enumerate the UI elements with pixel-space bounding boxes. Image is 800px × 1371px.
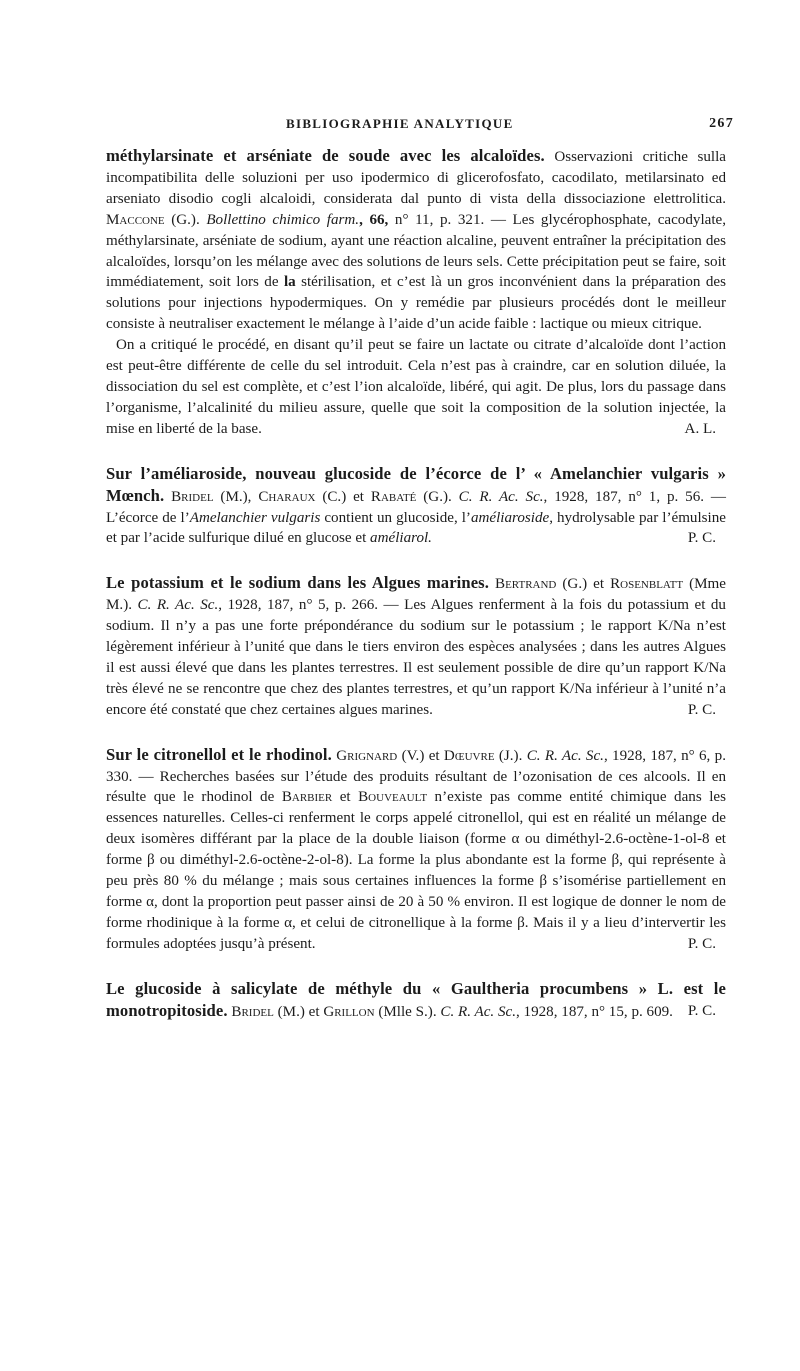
entry-5-mid-1: (M.) et [273, 1003, 324, 1020]
entry-1-title: méthylarsinate et arséniate de soude avec les alcaloïdes. [106, 146, 545, 165]
entry-4-mid-3: et [332, 789, 359, 806]
entry-4 [106, 745, 726, 955]
entry-2-signature: P. C. [687, 530, 716, 547]
entry-3-text: Les Algues renferment à la fois du potassium et du sodium. Il n’y a pas une forte prépondérance du sodium sur le potassium ; le rapport K/Na n’est légèrement inférieur à l’unité que dans le tiers environ des espèces analysées ; dans les autres Algues il est aussi élevé que dans les plantes terrestres. Il est seulement possible de dire qu’un rapport K/Na très élevé ne se rencontre que chez des plantes terrestres, et qu’un rapport K/Na inférieur à l’unité n’a encore été constaté que chez certaines algues marines. [106, 597, 726, 718]
entry-4-text-2: n’existe pas comme entité chimique dans les essences naturelles. Celles-ci renferment le corps appelé citronellol, qui est en réalité un mélange de deux isomères différant par la place de la double liaison (forme α ou diméthyl-2.6-octène-1-ol-8 et forme β ou diméthyl-2.6-octène-2-ol-8). La forme la plus abondante est la forme β, qui représente à peu près 80 % du mélange ; mais sous certaines influences la forme β s’isomérise partiellement en forme α, dont la proportion peut passer ainsi de 20 à 50 % environ. Il est logique de donner le nom de forme rhodinique à la forme α, et celui de citronellique à la forme β. Mais il y a lieu d’intervertir les formules adoptées jusqu’à présent. [106, 789, 726, 952]
entry-4-para [106, 745, 726, 955]
entry-1-text-1: Osservazioni critiche sulla incompatibilita delle soluzioni per uso ipodermico di glicerofosfato, cacodilato, metilarsinato ed arseniato disodio cogli alcaloidi, considerata dal punto di vista della dissociazione elettrolitica. [106, 149, 726, 207]
entry-2-author-2: Charaux [258, 488, 316, 505]
entry-2-text-1: contient un glucoside, l’ [320, 509, 471, 526]
entry-5-para [106, 979, 726, 1023]
page [106, 116, 734, 1023]
entry-5-journal: C. R. Ac. Sc. [440, 1003, 516, 1020]
entry-2-journal: C. R. Ac. Sc. [458, 488, 544, 505]
entry-3 [106, 573, 726, 720]
entry-1-text-2: n° 11, p. 321. — Les glycérophosphate, cacodylate, méthylarsinate, arséniate de sodium, ayant une réaction alcaline, peuvent entraîner la précipitation des alcaloïdes, lorsqu’on les mélange avec des solutions de leurs sels. Cette précipitation peut se faire, soit immédiatement, soit lors de [106, 211, 727, 291]
entry-2-author-3: Rabaté [370, 488, 417, 505]
entry-4-author-3: Barbier [281, 789, 333, 806]
entry-2-mid-1: (M.), [213, 488, 259, 505]
entry-2-title: Sur l’améliaroside, nouveau glucoside de l’écorce de l’ « Amelanchier vulgaris » Mœnch. [106, 463, 726, 505]
entry-2-sugar: améliarol. [370, 530, 432, 547]
page-number: 267 [709, 116, 734, 131]
entry-4-author-4: Bouveault [358, 789, 428, 806]
entry-1-author-initial: (G.). [164, 211, 207, 228]
entry-4-journal: C. R. Ac. Sc. [526, 747, 604, 764]
entry-4-mid-1: (V.) et [397, 747, 444, 764]
entry-3-para [106, 573, 726, 720]
entry-2-mid-3: (G.). [416, 488, 459, 505]
entry-3-author-2: Rosenblatt [610, 576, 684, 593]
entry-3-ref: , 1928, 187, n° 5, p. 266. — [218, 597, 405, 614]
entry-2-glucoside: améliaroside [470, 509, 550, 526]
entry-5-author-2: Grillon [323, 1003, 375, 1020]
entry-2-ref: , 1928, 187, n° 1, p. 56. — L’écorce de l’ [106, 488, 726, 526]
entry-2-author-1: Bridel [171, 488, 214, 505]
running-header [106, 116, 734, 146]
entry-4-ref: , 1928, 187, n° 6, p. 330. — [106, 747, 726, 785]
entry-2 [106, 464, 726, 550]
entry-3-signature: P. C. [687, 701, 716, 718]
entry-5-title: Le glucoside à salicylate de méthyle du « Gaultheria procumbens » L. est le monotropitoside. [106, 978, 726, 1020]
entry-5-mid-2: (Mlle S.). [374, 1003, 441, 1020]
entry-1-para-1 [106, 146, 726, 335]
entry-5-signature: P. C. [687, 1002, 716, 1019]
entry-4-mid-2: (J.). [494, 747, 527, 764]
entry-1-para-2-text: On a critiqué le procédé, en disant qu’il peut se faire un lactate ou citrate d’alcaloïde dont l’action est peut-être différente de celle du sel introduit. Cela n’est pas à craindre, car en solution diluée, la dissociation du sel est complète, et c’est l’ion alcaloïde, libéré, qui agit. De plus, lors du passage dans l’organisme, l’alcalinité du milieu assure, quelle que soit la composition de la solution injectée, la mise en liberté de la base. [106, 337, 726, 437]
entry-4-author-1: Grignard [336, 747, 398, 764]
entry-3-mid-2: (Mme M.). [106, 576, 726, 614]
entry-1-author: Maccone [106, 211, 165, 228]
entry-1-la: la [283, 274, 296, 291]
entry-1-volume: , 66, [359, 211, 395, 228]
entry-2-mid-2: (C.) et [315, 488, 371, 505]
entry-4-signature: P. C. [687, 935, 716, 952]
entry-5 [106, 979, 726, 1023]
entry-4-title: Sur le citronellol et le rhodinol. [106, 744, 332, 764]
entry-1-text-3: stérilisation, et c’est là un gros inconvénient dans la préparation des solutions pour injections hypodermiques. On y remédie par plusieurs procédés dont le meilleur consiste à neutraliser exactement le mélange à l’aide d’un acide faible : lactique ou mieux citrique. [106, 274, 726, 333]
entry-2-para [106, 464, 726, 550]
entry-1-signature: A. L. [684, 420, 716, 437]
entry-4-author-2: Dœuvre [443, 747, 495, 764]
entry-1 [106, 146, 726, 440]
entry-3-title: Le potassium et le sodium dans les Algues marines. [106, 573, 489, 593]
entry-1-journal: Bollettino chimico farm. [206, 211, 360, 228]
entry-3-journal: C. R. Ac. Sc. [137, 597, 219, 614]
entry-1-para-2 [106, 335, 726, 440]
running-title: BIBLIOGRAPHIE ANALYTIQUE [286, 116, 514, 131]
entry-2-text-2: , hydrolysable par l’émulsine et par l’acide sulfurique dilué en glucose et [106, 509, 726, 547]
entry-3-mid-1: (G.) et [556, 576, 611, 593]
entry-3-author-1: Bertrand [495, 576, 557, 593]
entry-4-text-1: Recherches basées sur l’étude des produits résultant de l’ozonisation de ces alcools. Il en résulte que le rhodinol de [106, 768, 726, 806]
entry-5-ref: , 1928, 187, n° 15, p. 609. [515, 1003, 673, 1020]
entry-2-species: Amelanchier vulgaris [189, 509, 321, 526]
entry-5-author-1: Bridel [231, 1003, 274, 1020]
